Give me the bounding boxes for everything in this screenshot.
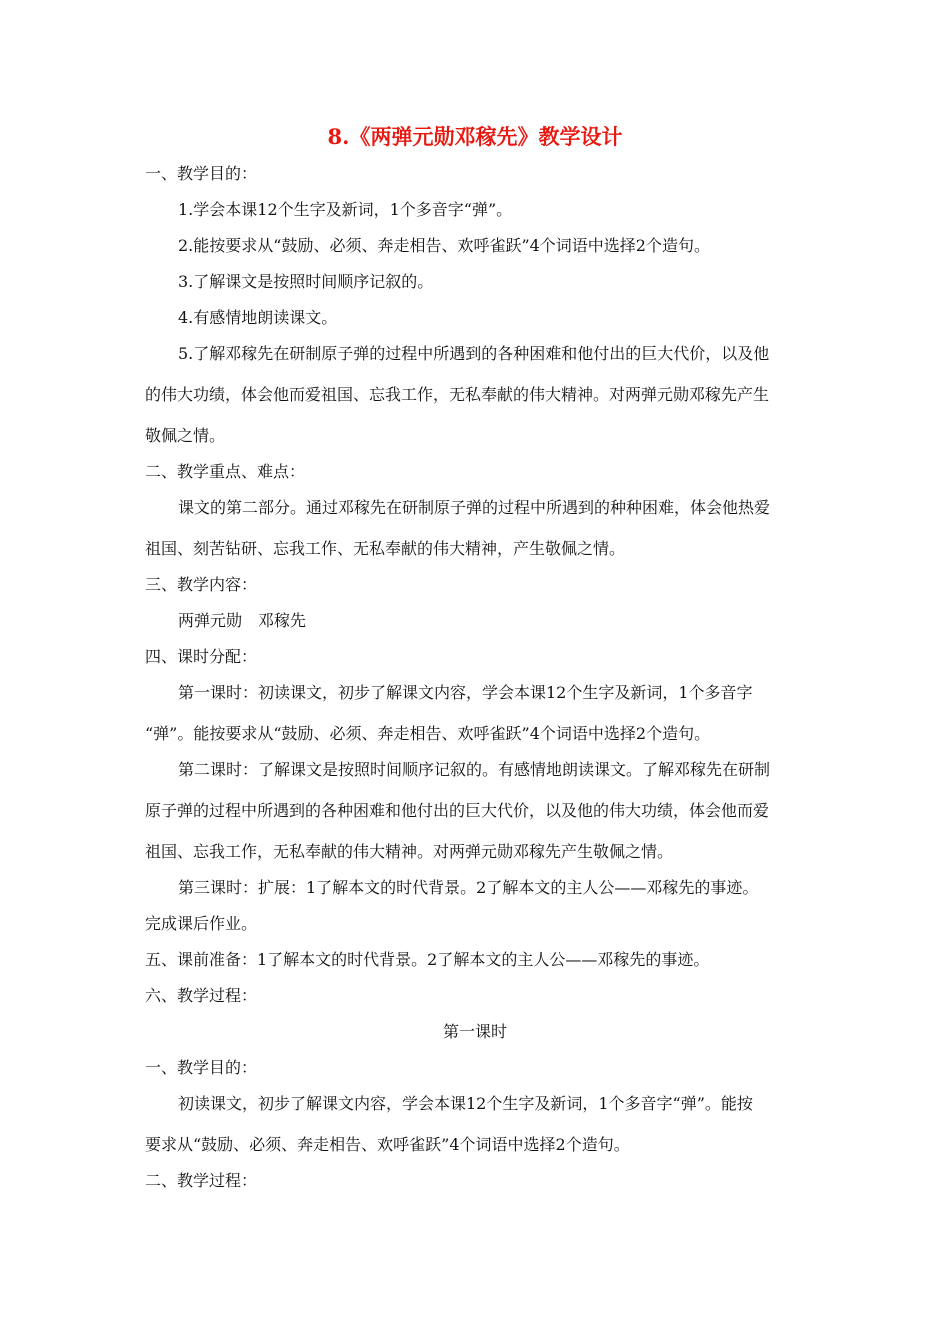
- schedule-lesson2-line-2: 原子弹的过程中所遇到的各种困难和他付出的巨大代价，以及他的伟大功绩，体会他而爱: [145, 801, 770, 820]
- section-preparation: 五、课前准备：1了解本文的时代背景。2了解本文的主人公——邓稼先的事迹。: [145, 950, 710, 969]
- schedule-lesson3-line-1: 第三课时：扩展：1了解本文的时代背景。2了解本文的主人公——邓稼先的事迹。: [178, 878, 759, 897]
- objective-item-5-line-1: 5.了解邓稼先在研制原子弹的过程中所遇到的各种困难和他付出的巨大代价，以及他: [178, 344, 770, 363]
- lesson1-objectives-line-2: 要求从“鼓励、必须、奔走相告、欢呼雀跃”4个词语中选择2个造句。: [145, 1135, 630, 1154]
- section-heading-key-points: 二、教学重点、难点：: [145, 462, 306, 481]
- lesson1-heading-objectives: 一、教学目的：: [145, 1058, 258, 1077]
- section-heading-process: 六、教学过程：: [145, 986, 258, 1005]
- key-points-line-2: 祖国、刻苦钻研、忘我工作、无私奉献的伟大精神，产生敬佩之情。: [145, 539, 626, 558]
- schedule-lesson3-line-2: 完成课后作业。: [145, 914, 258, 933]
- key-points-line-1: 课文的第二部分。通过邓稼先在研制原子弹的过程中所遇到的种种困难，体会他热爱: [178, 498, 771, 517]
- content-body: 两弹元勋 邓稼先: [178, 611, 307, 630]
- objective-item-1: 1.学会本课12个生字及新词，1个多音字“弹”。: [178, 200, 513, 219]
- schedule-lesson1-line-2: “弹”。能按要求从“鼓励、必须、奔走相告、欢呼雀跃”4个词语中选择2个造句。: [145, 724, 711, 743]
- objective-item-4: 4.有感情地朗读课文。: [178, 308, 338, 327]
- schedule-lesson2-line-3: 祖国、忘我工作，无私奉献的伟大精神。对两弹元勋邓稼先产生敬佩之情。: [145, 842, 674, 861]
- schedule-lesson2-line-1: 第二课时：了解课文是按照时间顺序记叙的。有感情地朗读课文。了解邓稼先在研制: [178, 760, 771, 779]
- objective-item-3: 3.了解课文是按照时间顺序记叙的。: [178, 272, 434, 291]
- section-heading-schedule: 四、课时分配：: [145, 647, 258, 666]
- schedule-lesson1-line-1: 第一课时：初读课文，初步了解课文内容，学会本课12个生字及新词，1个多音字: [178, 683, 753, 702]
- section-heading-content: 三、教学内容：: [145, 575, 258, 594]
- lesson1-title: 第一课时: [442, 1022, 507, 1041]
- objective-item-2: 2.能按要求从“鼓励、必须、奔走相告、欢呼雀跃”4个词语中选择2个造句。: [178, 236, 710, 255]
- lesson1-objectives-line-1: 初读课文，初步了解课文内容，学会本课12个生字及新词，1个多音字“弹”。能按: [178, 1094, 753, 1113]
- lesson1-heading-process: 二、教学过程：: [145, 1171, 258, 1190]
- document-title: 8.《两弹元勋邓稼先》教学设计: [327, 124, 623, 149]
- section-heading-objectives: 一、教学目的：: [145, 164, 258, 183]
- objective-item-5-line-2: 的伟大功绩，体会他而爱祖国、忘我工作，无私奉献的伟大精神。对两弹元勋邓稼先产生: [145, 385, 770, 404]
- objective-item-5-line-3: 敬佩之情。: [145, 426, 226, 445]
